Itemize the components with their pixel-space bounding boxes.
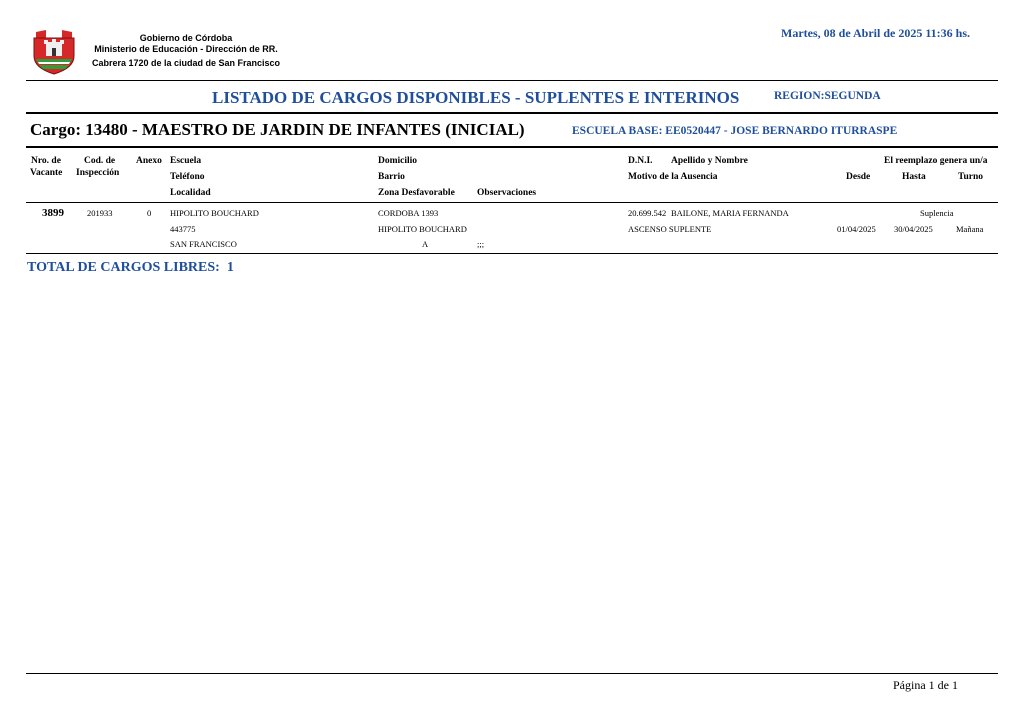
region-label: REGION:SEGUNDA <box>774 90 881 102</box>
row-cod-inspeccion: 201933 <box>87 208 113 218</box>
divider-cargo <box>26 146 998 148</box>
row-apellido-nombre: BAILONE, MARIA FERNANDA <box>671 208 789 218</box>
row-zona: A <box>422 239 429 249</box>
col-observaciones: Observaciones <box>477 188 537 198</box>
row-observaciones: ;;; <box>477 239 485 249</box>
row-motivo: ASCENSO SUPLENTE <box>628 224 712 234</box>
row-turno: Mañana <box>956 224 984 234</box>
col-reemplazo: El reemplazo genera un/a <box>884 156 988 166</box>
escuela-base-label: ESCUELA BASE: EE0520447 - JOSE BERNARDO ITURRASPE <box>572 125 898 137</box>
col-apellido-nombre: Apellido y Nombre <box>671 156 748 166</box>
col-barrio: Barrio <box>378 172 405 182</box>
col-localidad: Localidad <box>170 188 211 198</box>
row-anexo: 0 <box>147 208 152 218</box>
row-dni: 20.699.542 <box>628 208 667 218</box>
report-datetime: Martes, 08 de Abril de 2025 11:36 hs. <box>781 26 970 40</box>
col-nro-vacante-2: Vacante <box>30 168 63 178</box>
row-reemplazo: Suplencia <box>920 208 954 218</box>
col-domicilio: Domicilio <box>378 156 418 166</box>
org-line-1: Gobierno de Córdoba <box>139 33 233 43</box>
row-domicilio: CORDOBA 1393 <box>378 208 439 218</box>
col-hasta: Hasta <box>902 172 926 182</box>
row-telefono: 443775 <box>170 224 196 234</box>
col-escuela: Escuela <box>170 156 202 166</box>
org-line-3: Cabrera 1720 de la ciudad de San Francisco <box>91 58 281 68</box>
report-title: LISTADO DE CARGOS DISPONIBLES - SUPLENTES E INTERINOS <box>212 88 740 107</box>
col-desde: Desde <box>846 172 871 182</box>
col-zona: Zona Desfavorable <box>378 188 455 198</box>
col-telefono: Teléfono <box>170 172 205 182</box>
row-desde: 01/04/2025 <box>837 224 876 234</box>
divider-footer <box>26 673 998 674</box>
row-barrio: HIPOLITO BOUCHARD <box>378 224 467 234</box>
divider-colheads <box>26 202 998 203</box>
page-number: Página 1 de 1 <box>893 678 958 692</box>
cordoba-coat-of-arms-icon <box>28 26 80 78</box>
row-localidad: SAN FRANCISCO <box>170 239 237 249</box>
row-nro-vacante: 3899 <box>42 207 64 219</box>
col-motivo: Motivo de la Ausencia <box>628 172 718 182</box>
row-escuela: HIPOLITO BOUCHARD <box>170 208 259 218</box>
col-anexo: Anexo <box>136 156 162 166</box>
org-line-2: Ministerio de Educación - Dirección de RR. <box>94 44 278 54</box>
col-dni: D.N.I. <box>628 156 653 166</box>
divider-row <box>26 253 998 254</box>
col-nro-vacante-1: Nro. de <box>31 156 61 166</box>
col-turno: Turno <box>958 172 983 182</box>
total-cargos-libres: TOTAL DE CARGOS LIBRES: 1 <box>27 260 234 275</box>
divider-title <box>26 112 998 114</box>
divider-top <box>26 80 998 81</box>
cargo-label: Cargo: 13480 - MAESTRO DE JARDIN DE INFANTES (INICIAL) <box>30 120 525 139</box>
col-cod-inspeccion-2: Inspección <box>76 168 120 178</box>
col-cod-inspeccion-1: Cod. de <box>84 156 116 166</box>
row-hasta: 30/04/2025 <box>894 224 933 234</box>
